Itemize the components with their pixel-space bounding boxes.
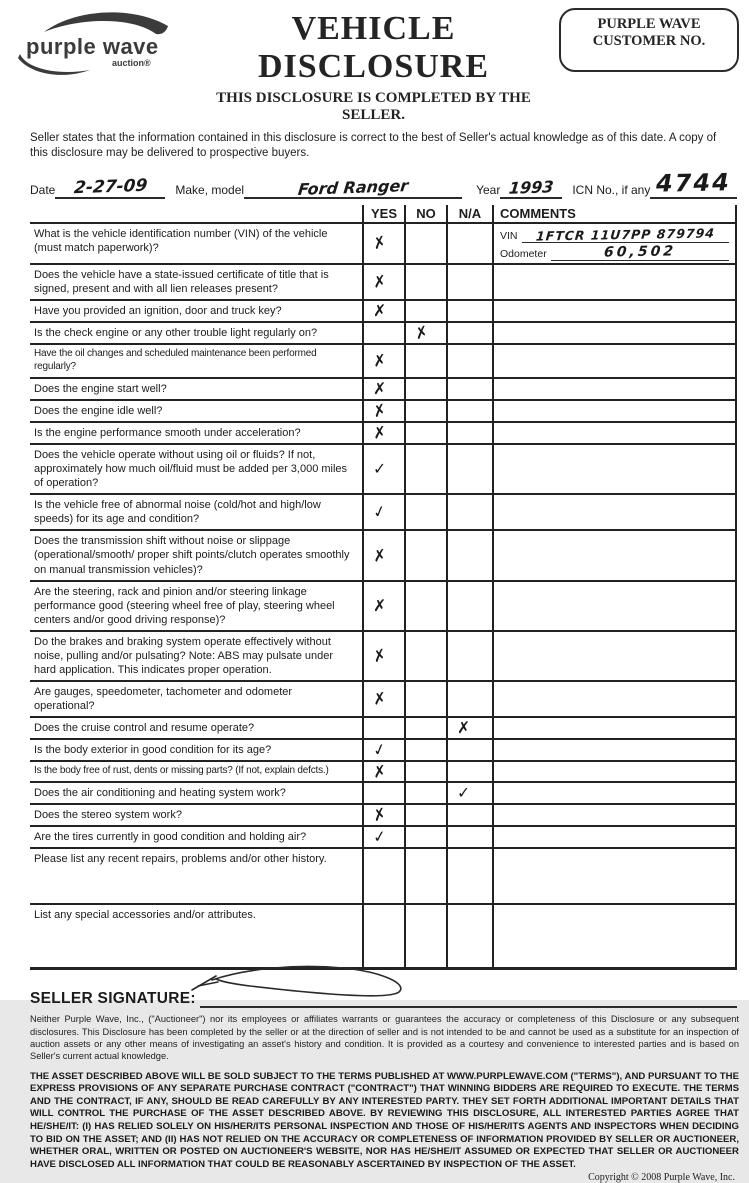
yes-column-header-label: YES [370,205,397,221]
no-checkbox-cell [404,323,446,343]
legal-section [30,1013,739,1182]
na-checkbox-cell [446,423,492,443]
no-checkbox-cell [404,401,446,421]
answer-mark-yes: ✓ [372,458,387,479]
date-field [55,177,165,199]
no-checkbox-cell [404,827,446,847]
comments-cell [492,762,737,781]
yes-checkbox-cell [362,401,404,421]
no-checkbox-cell [404,379,446,399]
question-text: What is the vehicle identification number (VIN) of the vehicle (must match paperwork)? [34,227,328,254]
make-model-value: Ford Ranger [296,175,410,199]
no-checkbox-cell [404,582,446,630]
vehicle-info-fields [30,169,737,199]
odometer-value: 60,502 [603,243,677,261]
question-text: Does the stereo system work? [34,809,182,822]
comments-column-header-label: COMMENTS [500,205,576,221]
vin-label: VIN [500,229,518,242]
no-checkbox-cell [404,905,446,967]
comments-cell [492,345,737,377]
table-row [30,299,737,321]
question-text: Please list any recent repairs, problems and/or other history. [34,853,327,866]
no-checkbox-cell [404,445,446,493]
table-row [30,222,737,263]
question-text: Is the engine performance smooth under acceleration? [34,426,301,439]
table-row [30,443,737,493]
yes-checkbox-cell [362,495,404,529]
question-text: List any special accessories and/or attributes. [34,909,256,922]
disclaimer-paragraph: Neither Purple Wave, Inc., ("Auctioneer") nor its employees or affiliates warrants or guarantees the accuracy or completeness of this Disclosure or any subsequent disclosures. This Disclosure has been completed by the seller or at the direction of seller and is not intended to be and cannot be used as a substitute for an inspection of auction assets or any other means of investigating an asset's history and condition. It is provided as a courtesy and convenience to interested parties and is based on Seller's current actual knowledge. [30,1014,739,1062]
comments-cell [492,740,737,760]
comments-cell [492,224,737,263]
no-checkbox-cell [404,762,446,781]
comments-cell [492,495,737,529]
table-row [30,399,737,421]
table-row [30,716,737,738]
yes-checkbox-cell [362,445,404,493]
make-model-label: Make, model [175,182,245,197]
na-checkbox-cell [446,401,492,421]
vin-value-field [522,227,729,243]
na-checkbox-cell [446,849,492,903]
na-checkbox-cell [446,805,492,825]
comments-cell [492,531,737,579]
yes-checkbox-cell [362,682,404,716]
table-row [30,760,737,781]
yes-checkbox-cell [362,323,404,343]
answer-mark-na: ✗ [456,718,471,738]
yes-checkbox-cell [362,905,404,967]
question-text: Are the steering, rack and pinion and/or steering linkage performance good (steering wheel free of play, steering wheel centers and/or good driving response)? [34,585,335,626]
no-column-header [404,205,446,222]
customer-number-box [559,8,739,72]
question-text: Does the air conditioning and heating system work? [34,787,286,800]
comments-cell [492,632,737,680]
seller-signature-row [30,990,737,1008]
answer-mark-yes: ✗ [372,595,387,615]
answer-mark-yes: ✗ [371,544,388,566]
comments-cell [492,265,737,299]
table-row [30,825,737,847]
question-text: Is the check engine or any other trouble light regularly on? [34,327,318,340]
copyright-text: Copyright © 2008 Purple Wave, Inc. [588,1171,735,1183]
yes-checkbox-cell [362,762,404,781]
question-text: Have the oil changes and scheduled maintenance been performed regularly? [34,348,317,372]
na-checkbox-cell [446,827,492,847]
comments-cell [492,401,737,421]
question-text: Have you provided an ignition, door and truck key? [34,305,282,318]
make-model-field [244,175,462,199]
yes-checkbox-cell [362,301,404,321]
table-row [30,529,737,579]
header-question-spacer [30,205,362,222]
table-row [30,630,737,680]
answer-mark-yes: ✗ [370,804,389,826]
no-checkbox-cell [404,301,446,321]
logo-text: purple wave [26,34,159,59]
yes-column-header [362,205,404,222]
date-value: 2-27-09 [72,175,149,199]
icn-field [650,169,737,199]
no-checkbox-cell [404,718,446,738]
na-checkbox-cell [446,495,492,529]
answer-mark-yes: ✗ [371,422,388,443]
yes-checkbox-cell [362,827,404,847]
na-checkbox-cell [446,224,492,263]
yes-checkbox-cell [362,423,404,443]
seller-signature-label: SELLER SIGNATURE: [30,990,196,1008]
question-text: Does the cruise control and resume operate? [34,722,255,735]
question-text: Does the transmission shift without noise or slippage (operational/smooth/ proper shift points/clutch operates smoothly on manual transmission vehicles)? [34,535,350,576]
no-column-header-label: NO [416,205,436,221]
answer-mark-yes: ✗ [371,350,388,371]
na-column-header-label: N/A [458,205,482,221]
page-title: VEHICLE DISCLOSURE [257,10,490,85]
table-header-row [30,205,737,222]
table-row [30,580,737,630]
na-checkbox-cell [446,345,492,377]
yes-checkbox-cell [362,379,404,399]
no-checkbox-cell [404,224,446,263]
na-column-header [446,205,492,222]
answer-mark-yes: ✗ [370,644,389,667]
answer-mark-yes: ✗ [372,378,387,399]
na-checkbox-cell [446,531,492,579]
question-text: Are gauges, speedometer, tachometer and odometer operational? [34,686,293,713]
table-row [30,343,737,377]
comments-cell [492,582,737,630]
comments-cell [492,445,737,493]
yes-checkbox-cell [362,849,404,903]
no-checkbox-cell [404,265,446,299]
comments-cell [492,323,737,343]
comments-cell [492,905,737,967]
answer-mark-yes: ✗ [371,271,388,292]
na-checkbox-cell [446,265,492,299]
na-checkbox-cell [446,783,492,803]
disclosure-table [30,205,737,971]
table-row [30,738,737,760]
yes-checkbox-cell [362,265,404,299]
terms-paragraph: THE ASSET DESCRIBED ABOVE WILL BE SOLD SUBJECT TO THE TERMS PUBLISHED AT WWW.PURPLEWAVE.COM ("TERMS"), AND PURSUANT TO THE EXPRESS PROVISIONS OF ANY SEPARATE PURCHASE CONTRACT ("CONTRACT") THAT WINNING BIDDERS ARE REQUIRED TO EXECUTE. THE TERMS AND THE CONTRACT, IF ANY, SHOULD BE READ CAREFULLY BY ANY INTERESTED PARTY. THEY SET FORTH ADDITIONAL IMPORTANT DETAILS THAT WILL CONTROL THE PURCHASE OF THE ASSET DESCRIBED ABOVE. BY REVIEWING THIS DISCLOSURE, ALL INTERESTED PARTIES AGREE THAT HE/SHE/IT: (I) HAS RELIED SOLELY ON HIS/HER/ITS PERSONAL INSPECTION AND THOSE OF HIS/HER/ITS AGENTS AND INSPECTORS WHEN DECIDING TO BID ON THE ASSET; AND (II) HAS NOT RELIED ON THE ACCURACY OR COMPLETENESS OF INFORMATION PROVIDED BY SELLER OR AUCTIONEER, WHETHER ORAL, WRITTEN OR POSTED ON AUCTIONEER'S WEBSITE, NOR HAS HE/SHE/IT ASSUMED OR EXPECTED THAT SELLER OR AUCTIONEER HAVE DISCLOSED ALL INFORMATION THAT COULD BE REASONABLY ASCERTAINED BY INSPECTION OF THE ASSET. [30,1070,739,1171]
comments-cell [492,682,737,716]
answer-mark-yes: ✗ [370,399,389,422]
comments-cell [492,849,737,903]
question-text: Does the engine idle well? [34,404,163,417]
question-text: Do the brakes and braking system operate effectively without noise, pulling and/or pulsating? Note: ABS may pulsate under hard application. This indicates proper operation. [34,635,334,677]
year-label: Year [476,182,501,197]
comments-cell [492,718,737,738]
page-subtitle: THIS DISCLOSURE IS COMPLETED BY THE SELLER. [216,90,531,123]
no-checkbox-cell [404,345,446,377]
table-row [30,263,737,299]
question-text: Is the body exterior in good condition for its age? [34,744,272,757]
odometer-label: Odometer [500,247,547,260]
question-text: Are the tires currently in good condition and holding air? [34,831,307,844]
table-row [30,377,737,399]
vin-comment-line [500,227,729,243]
na-checkbox-cell [446,905,492,967]
table-row [30,781,737,803]
no-checkbox-cell [404,423,446,443]
na-checkbox-cell [446,323,492,343]
purple-wave-logo [16,8,188,80]
comments-column-header [492,205,737,222]
year-field [500,178,562,199]
answer-mark-na: ✓ [456,783,471,803]
answer-mark-yes: ✓ [371,826,388,848]
yes-checkbox-cell [362,531,404,579]
signature-line [200,1006,737,1008]
na-checkbox-cell [446,682,492,716]
question-text: Is the vehicle free of abnormal noise (cold/hot and high/low speeds) for its age and condition? [34,499,321,526]
question-text: Does the vehicle have a state-issued certificate of title that is signed, present and with all lien releases present? [34,268,329,295]
question-text: Is the body free of rust, dents or missing parts? (If not, explain defcts.) [34,765,329,777]
comments-cell [492,423,737,443]
table-row [30,803,737,825]
table-row [30,321,737,343]
comments-cell [492,301,737,321]
na-checkbox-cell [446,632,492,680]
yes-checkbox-cell [362,224,404,263]
no-checkbox-cell [404,632,446,680]
no-checkbox-cell [404,495,446,529]
document-header [0,0,749,124]
customer-box-line2: CUSTOMER NO. [592,33,706,50]
odometer-comment-line [500,244,729,261]
comments-cell [492,827,737,847]
question-text: Does the vehicle operate without using oil or fluids? If not, approximately how much oil/fluid must be added per 3,000 miles of operation? [34,449,348,490]
answer-mark-yes: ✓ [370,739,389,761]
table-row [30,903,737,967]
na-checkbox-cell [446,762,492,781]
answer-mark-yes: ✗ [371,688,388,710]
customer-box-line1: PURPLE WAVE [597,16,701,32]
yes-checkbox-cell [362,718,404,738]
answer-mark-yes: ✗ [370,232,389,254]
no-checkbox-cell [404,740,446,760]
vin-value: 1FTCR 11U7PP 879794 [535,225,716,244]
na-checkbox-cell [446,740,492,760]
question-text: Does the engine start well? [34,382,167,395]
table-row [30,493,737,529]
intro-text: Seller states that the information contained in this disclosure is correct to the best of Seller's actual knowledge as of this date. A copy of this disclosure may be delivered to prospective buyers. [30,132,717,159]
yes-checkbox-cell [362,805,404,825]
icn-label: ICN No., if any [572,182,651,197]
no-checkbox-cell [404,805,446,825]
na-checkbox-cell [446,445,492,493]
yes-checkbox-cell [362,632,404,680]
yes-checkbox-cell [362,740,404,760]
odometer-value-field [551,244,729,261]
table-row [30,847,737,903]
na-checkbox-cell [446,301,492,321]
comments-cell [492,783,737,803]
no-checkbox-cell [404,849,446,903]
year-value: 1993 [508,177,555,198]
no-checkbox-cell [404,783,446,803]
no-checkbox-cell [404,682,446,716]
na-checkbox-cell [446,718,492,738]
comments-cell [492,805,737,825]
yes-checkbox-cell [362,783,404,803]
answer-mark-yes: ✓ [370,501,389,523]
logo-subtext: auction® [112,58,151,68]
yes-checkbox-cell [362,582,404,630]
table-row [30,421,737,443]
table-row [30,680,737,716]
answer-mark-yes: ✗ [372,300,387,321]
na-checkbox-cell [446,582,492,630]
yes-checkbox-cell [362,345,404,377]
icn-value: 4744 [656,168,732,198]
no-checkbox-cell [404,531,446,579]
date-label: Date [30,182,56,197]
answer-mark-yes: ✗ [371,760,388,782]
answer-mark-no: ✗ [412,321,431,344]
na-checkbox-cell [446,379,492,399]
comments-cell [492,379,737,399]
